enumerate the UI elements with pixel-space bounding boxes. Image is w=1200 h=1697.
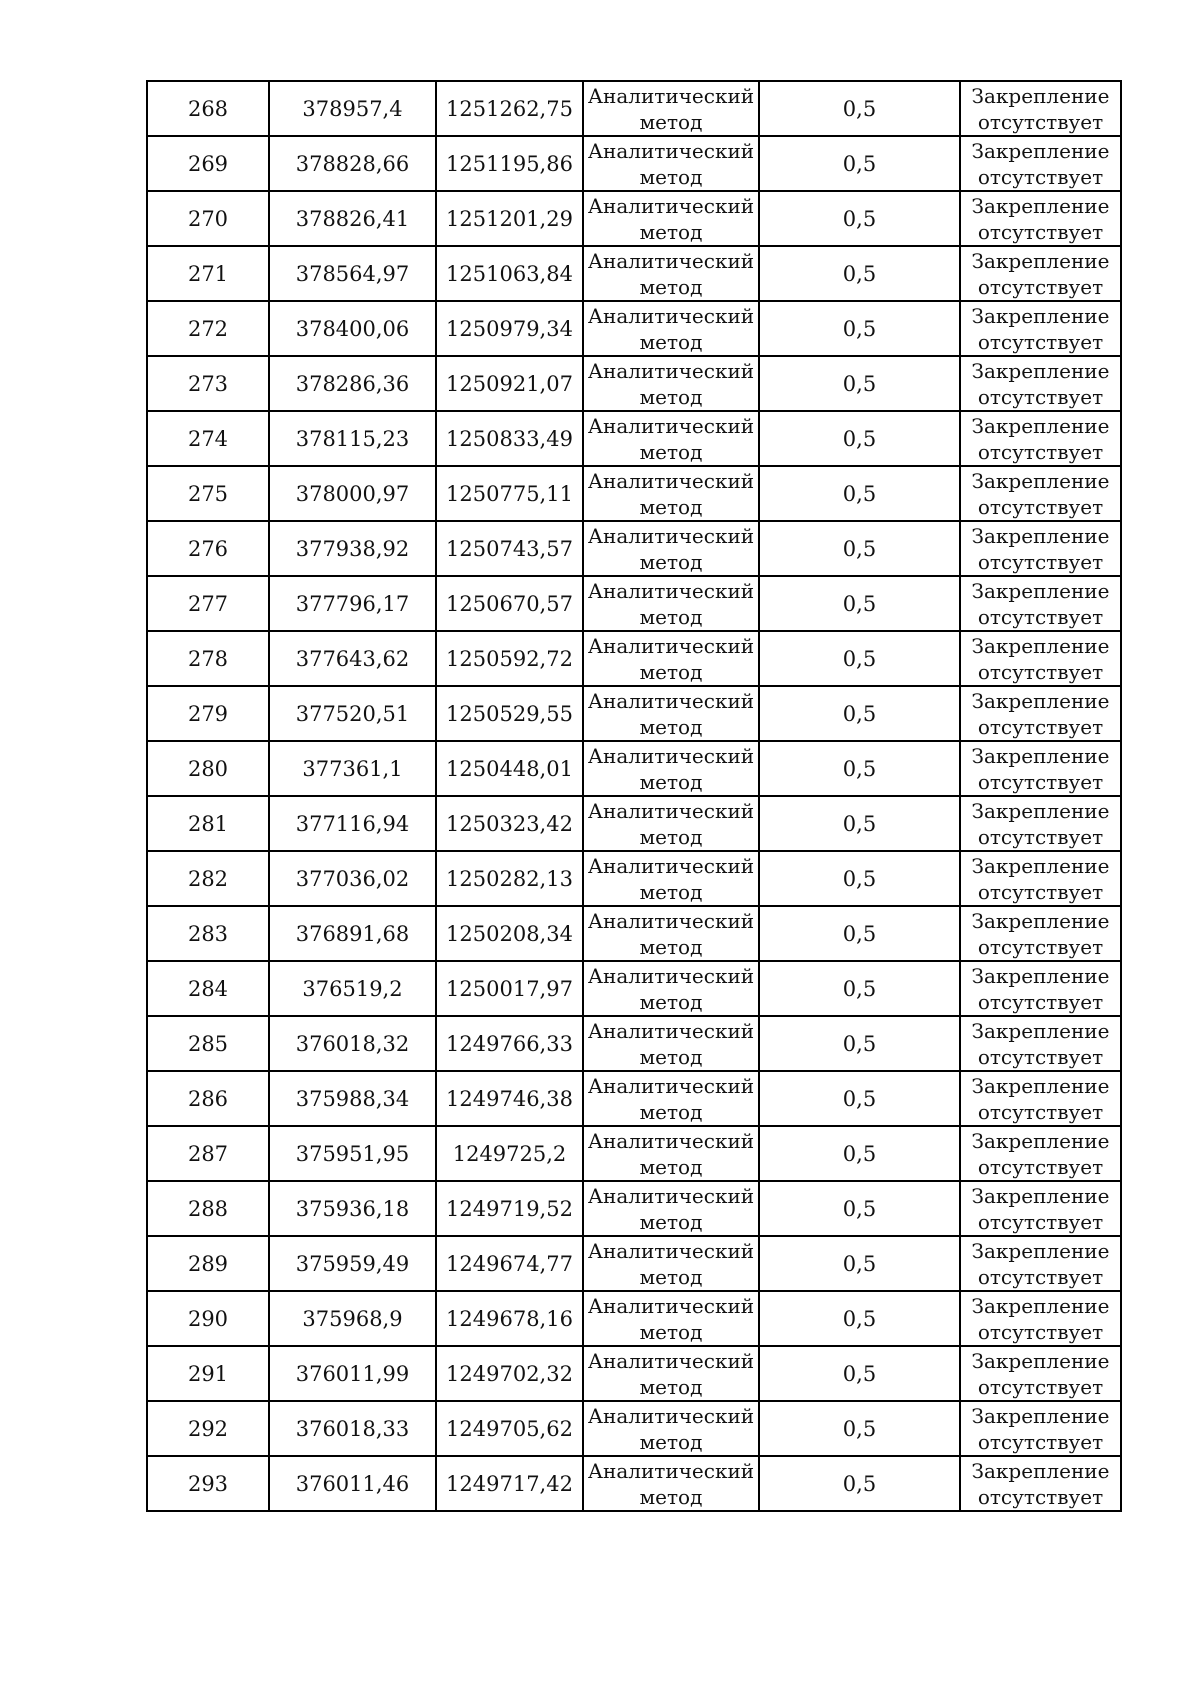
fixing-cell-line: отсутствует [977, 495, 1104, 519]
table-row [147, 796, 1121, 851]
fixing-cell-line: Закрепление [971, 689, 1110, 713]
method-cell-line: Аналитический [587, 909, 755, 933]
fixing-cell-line: отсутствует [977, 1265, 1104, 1289]
y-coordinate-cell: 1250743,57 [436, 521, 583, 576]
fixing-cell-line: Закрепление [971, 1459, 1110, 1483]
fixing-cell-line: Закрепление [971, 1074, 1110, 1098]
point-number-cell: 273 [147, 356, 269, 411]
fixing-cell [960, 1126, 1121, 1181]
accuracy-cell: 0,5 [759, 356, 960, 411]
table-row [147, 1126, 1121, 1181]
accuracy-cell: 0,5 [759, 1401, 960, 1456]
method-cell [583, 1401, 759, 1456]
method-cell-line: метод [639, 715, 703, 739]
table-row [147, 686, 1121, 741]
fixing-cell-line: Закрепление [971, 799, 1110, 823]
x-coordinate-cell: 377361,1 [269, 741, 436, 796]
method-cell [583, 356, 759, 411]
point-number-cell: 280 [147, 741, 269, 796]
accuracy-cell: 0,5 [759, 1071, 960, 1126]
table-row [147, 246, 1121, 301]
fixing-cell [960, 356, 1121, 411]
table-row [147, 1346, 1121, 1401]
y-coordinate-cell: 1250921,07 [436, 356, 583, 411]
accuracy-cell: 0,5 [759, 246, 960, 301]
accuracy-cell: 0,5 [759, 1181, 960, 1236]
x-coordinate-cell: 377643,62 [269, 631, 436, 686]
fixing-cell-line: Закрепление [971, 1404, 1110, 1428]
accuracy-cell: 0,5 [759, 631, 960, 686]
point-number-cell: 284 [147, 961, 269, 1016]
point-number-cell: 269 [147, 136, 269, 191]
fixing-cell-line: Закрепление [971, 469, 1110, 493]
point-number-cell: 274 [147, 411, 269, 466]
method-cell-line: метод [639, 1485, 703, 1509]
point-number-cell: 268 [147, 81, 269, 136]
point-number-cell: 272 [147, 301, 269, 356]
fixing-cell [960, 851, 1121, 906]
fixing-cell [960, 906, 1121, 961]
method-cell-line: метод [639, 1100, 703, 1124]
method-cell-line: Аналитический [587, 1129, 755, 1153]
method-cell-line: Аналитический [587, 964, 755, 988]
method-cell-line: Аналитический [587, 744, 755, 768]
y-coordinate-cell: 1251262,75 [436, 81, 583, 136]
point-number-cell: 288 [147, 1181, 269, 1236]
method-cell [583, 1346, 759, 1401]
fixing-cell [960, 246, 1121, 301]
x-coordinate-cell: 378000,97 [269, 466, 436, 521]
fixing-cell-line: отсутствует [977, 1100, 1104, 1124]
table-row [147, 301, 1121, 356]
coordinates-table-body [147, 81, 1121, 1511]
table-row [147, 906, 1121, 961]
fixing-cell-line: отсутствует [977, 165, 1104, 189]
method-cell [583, 246, 759, 301]
y-coordinate-cell: 1249705,62 [436, 1401, 583, 1456]
method-cell [583, 631, 759, 686]
fixing-cell-line: Закрепление [971, 139, 1110, 163]
table-row [147, 741, 1121, 796]
x-coordinate-cell: 376018,33 [269, 1401, 436, 1456]
x-coordinate-cell: 378957,4 [269, 81, 436, 136]
x-coordinate-cell: 378564,97 [269, 246, 436, 301]
fixing-cell-line: Закрепление [971, 304, 1110, 328]
fixing-cell-line: отсутствует [977, 385, 1104, 409]
method-cell-line: метод [639, 495, 703, 519]
point-number-cell: 275 [147, 466, 269, 521]
fixing-cell-line: Закрепление [971, 909, 1110, 933]
method-cell [583, 1181, 759, 1236]
fixing-cell-line: Закрепление [971, 359, 1110, 383]
fixing-cell [960, 1016, 1121, 1071]
fixing-cell-line: Закрепление [971, 524, 1110, 548]
fixing-cell-line: Закрепление [971, 964, 1110, 988]
y-coordinate-cell: 1250833,49 [436, 411, 583, 466]
point-number-cell: 278 [147, 631, 269, 686]
fixing-cell [960, 686, 1121, 741]
y-coordinate-cell: 1249674,77 [436, 1236, 583, 1291]
method-cell [583, 741, 759, 796]
x-coordinate-cell: 375968,9 [269, 1291, 436, 1346]
method-cell-line: Аналитический [587, 1074, 755, 1098]
x-coordinate-cell: 376011,46 [269, 1456, 436, 1511]
table-row [147, 1236, 1121, 1291]
table-row [147, 466, 1121, 521]
point-number-cell: 281 [147, 796, 269, 851]
method-cell-line: Аналитический [587, 304, 755, 328]
fixing-cell-line: Закрепление [971, 579, 1110, 603]
point-number-cell: 279 [147, 686, 269, 741]
fixing-cell-line: Закрепление [971, 634, 1110, 658]
method-cell-line: метод [639, 1045, 703, 1069]
y-coordinate-cell: 1250282,13 [436, 851, 583, 906]
fixing-cell-line: отсутствует [977, 275, 1104, 299]
x-coordinate-cell: 378115,23 [269, 411, 436, 466]
fixing-cell-line: отсутствует [977, 1045, 1104, 1069]
fixing-cell [960, 81, 1121, 136]
y-coordinate-cell: 1251195,86 [436, 136, 583, 191]
method-cell [583, 961, 759, 1016]
accuracy-cell: 0,5 [759, 686, 960, 741]
y-coordinate-cell: 1250323,42 [436, 796, 583, 851]
table-row [147, 1181, 1121, 1236]
method-cell [583, 521, 759, 576]
fixing-cell-line: отсутствует [977, 1155, 1104, 1179]
method-cell-line: метод [639, 165, 703, 189]
method-cell-line: метод [639, 550, 703, 574]
point-number-cell: 290 [147, 1291, 269, 1346]
fixing-cell-line: отсутствует [977, 715, 1104, 739]
y-coordinate-cell: 1250670,57 [436, 576, 583, 631]
method-cell-line: Аналитический [587, 799, 755, 823]
fixing-cell [960, 301, 1121, 356]
fixing-cell-line: отсутствует [977, 440, 1104, 464]
y-coordinate-cell: 1250592,72 [436, 631, 583, 686]
table-row [147, 1071, 1121, 1126]
method-cell-line: метод [639, 330, 703, 354]
method-cell-line: метод [639, 220, 703, 244]
table-row [147, 1016, 1121, 1071]
method-cell [583, 1291, 759, 1346]
method-cell-line: Аналитический [587, 524, 755, 548]
fixing-cell [960, 521, 1121, 576]
table-row [147, 1401, 1121, 1456]
x-coordinate-cell: 377116,94 [269, 796, 436, 851]
fixing-cell [960, 1071, 1121, 1126]
fixing-cell [960, 741, 1121, 796]
method-cell-line: Аналитический [587, 1294, 755, 1318]
point-number-cell: 292 [147, 1401, 269, 1456]
method-cell [583, 1016, 759, 1071]
method-cell-line: метод [639, 1265, 703, 1289]
x-coordinate-cell: 377938,92 [269, 521, 436, 576]
table-row [147, 1291, 1121, 1346]
point-number-cell: 270 [147, 191, 269, 246]
method-cell [583, 411, 759, 466]
accuracy-cell: 0,5 [759, 301, 960, 356]
method-cell [583, 851, 759, 906]
y-coordinate-cell: 1249702,32 [436, 1346, 583, 1401]
method-cell [583, 906, 759, 961]
accuracy-cell: 0,5 [759, 796, 960, 851]
x-coordinate-cell: 378400,06 [269, 301, 436, 356]
fixing-cell-line: Закрепление [971, 1129, 1110, 1153]
method-cell-line: Аналитический [587, 579, 755, 603]
fixing-cell [960, 1291, 1121, 1346]
point-number-cell: 277 [147, 576, 269, 631]
fixing-cell [960, 1236, 1121, 1291]
x-coordinate-cell: 375951,95 [269, 1126, 436, 1181]
method-cell [583, 796, 759, 851]
method-cell [583, 81, 759, 136]
method-cell [583, 191, 759, 246]
accuracy-cell: 0,5 [759, 521, 960, 576]
method-cell-line: Аналитический [587, 1404, 755, 1428]
y-coordinate-cell: 1250979,34 [436, 301, 583, 356]
method-cell-line: Аналитический [587, 84, 755, 108]
y-coordinate-cell: 1250529,55 [436, 686, 583, 741]
fixing-cell-line: отсутствует [977, 1485, 1104, 1509]
method-cell-line: метод [639, 880, 703, 904]
method-cell-line: Аналитический [587, 414, 755, 438]
fixing-cell [960, 1401, 1121, 1456]
accuracy-cell: 0,5 [759, 961, 960, 1016]
fixing-cell-line: отсутствует [977, 110, 1104, 134]
table-row [147, 356, 1121, 411]
table-row [147, 411, 1121, 466]
fixing-cell [960, 466, 1121, 521]
method-cell-line: метод [639, 440, 703, 464]
fixing-cell [960, 961, 1121, 1016]
fixing-cell [960, 1346, 1121, 1401]
table-row [147, 961, 1121, 1016]
point-number-cell: 283 [147, 906, 269, 961]
fixing-cell-line: отсутствует [977, 1375, 1104, 1399]
y-coordinate-cell: 1251063,84 [436, 246, 583, 301]
method-cell-line: Аналитический [587, 854, 755, 878]
fixing-cell [960, 191, 1121, 246]
method-cell-line: метод [639, 1320, 703, 1344]
point-number-cell: 276 [147, 521, 269, 576]
method-cell-line: метод [639, 275, 703, 299]
point-number-cell: 286 [147, 1071, 269, 1126]
coordinates-table [146, 80, 1122, 1512]
fixing-cell [960, 1456, 1121, 1511]
fixing-cell-line: отсутствует [977, 770, 1104, 794]
accuracy-cell: 0,5 [759, 1126, 960, 1181]
method-cell [583, 1126, 759, 1181]
method-cell-line: Аналитический [587, 139, 755, 163]
fixing-cell-line: Закрепление [971, 1184, 1110, 1208]
table-row [147, 576, 1121, 631]
accuracy-cell: 0,5 [759, 1016, 960, 1071]
method-cell-line: Аналитический [587, 1184, 755, 1208]
table-row [147, 191, 1121, 246]
method-cell-line: метод [639, 1210, 703, 1234]
accuracy-cell: 0,5 [759, 576, 960, 631]
accuracy-cell: 0,5 [759, 81, 960, 136]
accuracy-cell: 0,5 [759, 906, 960, 961]
x-coordinate-cell: 378826,41 [269, 191, 436, 246]
y-coordinate-cell: 1249725,2 [436, 1126, 583, 1181]
accuracy-cell: 0,5 [759, 1236, 960, 1291]
x-coordinate-cell: 376018,32 [269, 1016, 436, 1071]
method-cell-line: метод [639, 935, 703, 959]
fixing-cell-line: отсутствует [977, 330, 1104, 354]
method-cell [583, 1071, 759, 1126]
fixing-cell [960, 136, 1121, 191]
method-cell-line: метод [639, 1375, 703, 1399]
y-coordinate-cell: 1250775,11 [436, 466, 583, 521]
method-cell-line: метод [639, 605, 703, 629]
y-coordinate-cell: 1249766,33 [436, 1016, 583, 1071]
fixing-cell-line: отсутствует [977, 880, 1104, 904]
x-coordinate-cell: 375959,49 [269, 1236, 436, 1291]
method-cell-line: метод [639, 110, 703, 134]
table-row [147, 136, 1121, 191]
fixing-cell-line: Закрепление [971, 194, 1110, 218]
fixing-cell-line: Закрепление [971, 1019, 1110, 1043]
x-coordinate-cell: 376011,99 [269, 1346, 436, 1401]
method-cell-line: метод [639, 1430, 703, 1454]
y-coordinate-cell: 1249719,52 [436, 1181, 583, 1236]
y-coordinate-cell: 1249717,42 [436, 1456, 583, 1511]
point-number-cell: 287 [147, 1126, 269, 1181]
method-cell-line: метод [639, 660, 703, 684]
table-row [147, 81, 1121, 136]
accuracy-cell: 0,5 [759, 466, 960, 521]
method-cell [583, 1236, 759, 1291]
accuracy-cell: 0,5 [759, 136, 960, 191]
method-cell-line: Аналитический [587, 1019, 755, 1043]
fixing-cell-line: Закрепление [971, 1349, 1110, 1373]
method-cell-line: Аналитический [587, 194, 755, 218]
x-coordinate-cell: 377036,02 [269, 851, 436, 906]
method-cell-line: метод [639, 385, 703, 409]
y-coordinate-cell: 1249678,16 [436, 1291, 583, 1346]
fixing-cell [960, 576, 1121, 631]
fixing-cell-line: отсутствует [977, 1210, 1104, 1234]
table-row [147, 631, 1121, 686]
point-number-cell: 289 [147, 1236, 269, 1291]
accuracy-cell: 0,5 [759, 411, 960, 466]
y-coordinate-cell: 1251201,29 [436, 191, 583, 246]
fixing-cell-line: отсутствует [977, 550, 1104, 574]
fixing-cell-line: отсутствует [977, 825, 1104, 849]
fixing-cell-line: Закрепление [971, 1239, 1110, 1263]
accuracy-cell: 0,5 [759, 851, 960, 906]
table-row [147, 1456, 1121, 1511]
fixing-cell-line: Закрепление [971, 854, 1110, 878]
point-number-cell: 293 [147, 1456, 269, 1511]
table-row [147, 851, 1121, 906]
method-cell-line: Аналитический [587, 359, 755, 383]
method-cell-line: Аналитический [587, 249, 755, 273]
accuracy-cell: 0,5 [759, 741, 960, 796]
method-cell-line: Аналитический [587, 689, 755, 713]
x-coordinate-cell: 378286,36 [269, 356, 436, 411]
fixing-cell-line: Закрепление [971, 84, 1110, 108]
fixing-cell-line: Закрепление [971, 744, 1110, 768]
fixing-cell-line: отсутствует [977, 990, 1104, 1014]
method-cell-line: Аналитический [587, 1239, 755, 1263]
y-coordinate-cell: 1249746,38 [436, 1071, 583, 1126]
y-coordinate-cell: 1250208,34 [436, 906, 583, 961]
accuracy-cell: 0,5 [759, 1456, 960, 1511]
point-number-cell: 271 [147, 246, 269, 301]
method-cell-line: Аналитический [587, 1459, 755, 1483]
x-coordinate-cell: 375988,34 [269, 1071, 436, 1126]
x-coordinate-cell: 376519,2 [269, 961, 436, 1016]
fixing-cell [960, 796, 1121, 851]
fixing-cell-line: Закрепление [971, 249, 1110, 273]
fixing-cell-line: отсутствует [977, 1430, 1104, 1454]
table-row [147, 521, 1121, 576]
fixing-cell [960, 411, 1121, 466]
x-coordinate-cell: 375936,18 [269, 1181, 436, 1236]
method-cell-line: метод [639, 770, 703, 794]
fixing-cell-line: отсутствует [977, 605, 1104, 629]
method-cell [583, 466, 759, 521]
fixing-cell-line: отсутствует [977, 220, 1104, 244]
method-cell [583, 136, 759, 191]
x-coordinate-cell: 377796,17 [269, 576, 436, 631]
y-coordinate-cell: 1250017,97 [436, 961, 583, 1016]
point-number-cell: 291 [147, 1346, 269, 1401]
accuracy-cell: 0,5 [759, 191, 960, 246]
method-cell-line: Аналитический [587, 1349, 755, 1373]
method-cell [583, 576, 759, 631]
fixing-cell [960, 1181, 1121, 1236]
method-cell-line: Аналитический [587, 469, 755, 493]
method-cell [583, 686, 759, 741]
method-cell-line: метод [639, 1155, 703, 1179]
y-coordinate-cell: 1250448,01 [436, 741, 583, 796]
x-coordinate-cell: 376891,68 [269, 906, 436, 961]
x-coordinate-cell: 378828,66 [269, 136, 436, 191]
fixing-cell-line: Закрепление [971, 414, 1110, 438]
fixing-cell-line: отсутствует [977, 935, 1104, 959]
point-number-cell: 282 [147, 851, 269, 906]
fixing-cell [960, 631, 1121, 686]
fixing-cell-line: Закрепление [971, 1294, 1110, 1318]
x-coordinate-cell: 377520,51 [269, 686, 436, 741]
method-cell [583, 1456, 759, 1511]
accuracy-cell: 0,5 [759, 1346, 960, 1401]
method-cell-line: метод [639, 990, 703, 1014]
method-cell-line: Аналитический [587, 634, 755, 658]
fixing-cell-line: отсутствует [977, 660, 1104, 684]
accuracy-cell: 0,5 [759, 1291, 960, 1346]
method-cell [583, 301, 759, 356]
fixing-cell-line: отсутствует [977, 1320, 1104, 1344]
point-number-cell: 285 [147, 1016, 269, 1071]
method-cell-line: метод [639, 825, 703, 849]
